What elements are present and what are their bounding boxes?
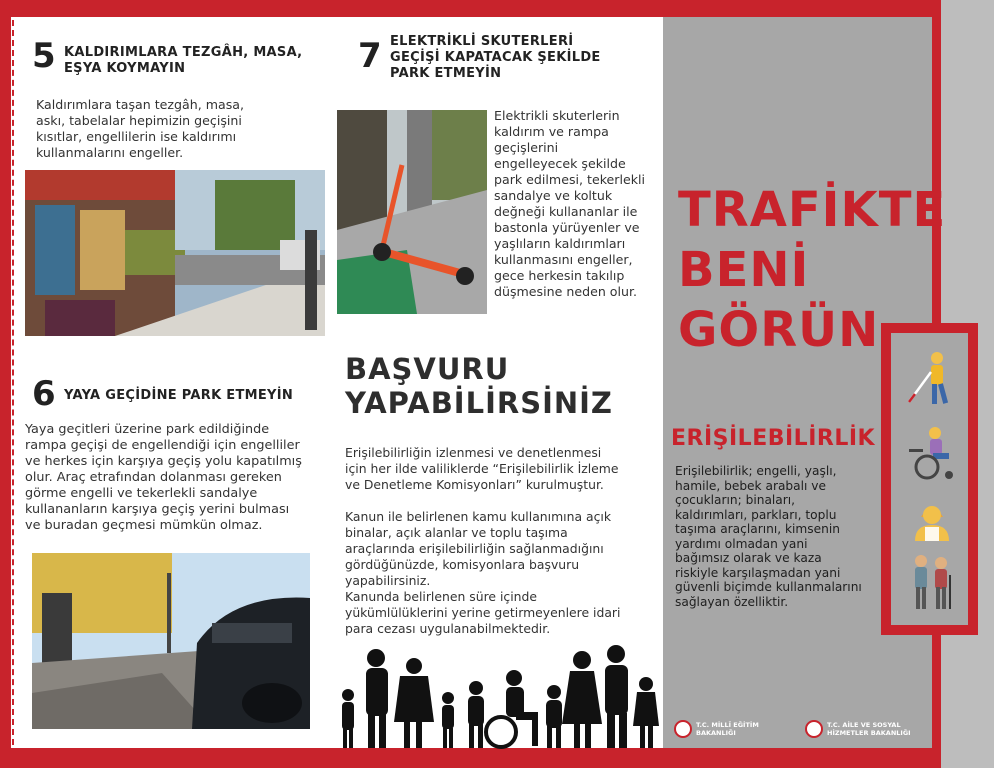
section-5-title: KALDIRIMLARA TEZGÂH, MASA, EŞYA KOYMAYIN [64, 45, 303, 76]
elderly-couple-icon [905, 553, 959, 613]
section-7-body: Elektrikli skuterlerin kaldırım ve rampa geçişlerini engelleyecek şekilde park edilmesi, tekerlekli sandalye ve koltuk değneği kullananlar ile bastonla yürüyenler ve yaşlıların kaldırımları kullanmasını engeller, gece herkesin takılıp düşmesine neden olur. [494, 108, 646, 299]
bottom-border [0, 748, 994, 768]
street-vendors-photo [25, 170, 325, 336]
wheelchair-user-icon [905, 425, 957, 481]
basvuru-heading: BAŞVURU YAPABİLİRSİNİZ [345, 352, 613, 420]
scooter-on-sidewalk-photo [337, 110, 487, 314]
section-6-title: YAYA GEÇİDİNE PARK ETMEYİN [64, 388, 294, 403]
fold-line [12, 20, 14, 745]
section-6-number: 6 [32, 374, 56, 414]
section-7-number: 7 [358, 36, 382, 76]
meb-logo: T.C. MİLLÎ EĞİTİM BAKANLIĞI [674, 720, 759, 738]
aile-logo: T.C. AİLE VE SOSYAL HİZMETLER BAKANLIĞI [805, 720, 911, 738]
basvuru-body: Kanun ile belirlenen kamu kullanımına açık binalar, açık alanlar ve toplu taşıma araçlarında erişilebilirliğin sağlanmadığını gördüğünüzde, komisyonlara başvuru yapabilirsiniz. Kanunda belirlenen süre içinde yükümlülüklerini yerine getirmeyenlere idari para cezası uygulanabilmektedir. [345, 509, 621, 636]
accessibility-heading: ERİŞİLEBİLİRLİK [671, 426, 876, 451]
section-5-number: 5 [32, 36, 56, 76]
section-6-body: Yaya geçitleri üzerine park edildiğinde rampa geçişi de engellendiği için engelliler ve herkes için karşıya geçiş yolu kapatılmış olur. Araç etrafından dolanması gereken görme engelli ve tekerlekli sandalye kullananların karşıya geçiş yerini bulması ve buradan geçmesi mümkün olmaz. [25, 422, 302, 533]
parked-car-crossing-photo [32, 553, 310, 729]
left-border [0, 0, 11, 768]
person-icon [911, 497, 953, 541]
basvuru-intro: Erişilebilirliğin izlenmesi ve denetlenmesi için her ilde valiliklerde “Erişilebilirlik İzleme ve Denetleme Komisyonları” kurulmuştur. [345, 445, 619, 492]
meb-emblem-icon [674, 720, 692, 738]
campaign-headline: TRAFİKTE BENİ GÖRÜN [678, 182, 947, 358]
top-border [0, 0, 994, 17]
accessibility-definition: Erişilebilirlik; engelli, yaşlı, hamile, bebek arabalı ve çocukların; binaları, kaldırımları, parkları, toplu taşıma araçlarını, kimsenin yardımı olmadan yani bağımsız olarak ve kaza riskiyle karşılaşmadan yani güvenli biçimde kullanmalarını sağlayan özelliktir. [675, 464, 862, 609]
people-silhouette-illustration [336, 640, 660, 750]
section-7-title: ELEKTRİKLİ SKUTERLERİ GEÇİŞİ KAPATACAK ŞEKİLDE PARK ETMEYİN [390, 34, 601, 81]
blind-person-with-cane-icon [905, 350, 955, 410]
section-5-body: Kaldırımlara taşan tezgâh, masa, askı, tabelalar hepimizin geçişini kısıtlar, engellilerin ise kaldırımı kullanmalarını engeller. [36, 97, 244, 160]
aile-emblem-icon [805, 720, 823, 738]
